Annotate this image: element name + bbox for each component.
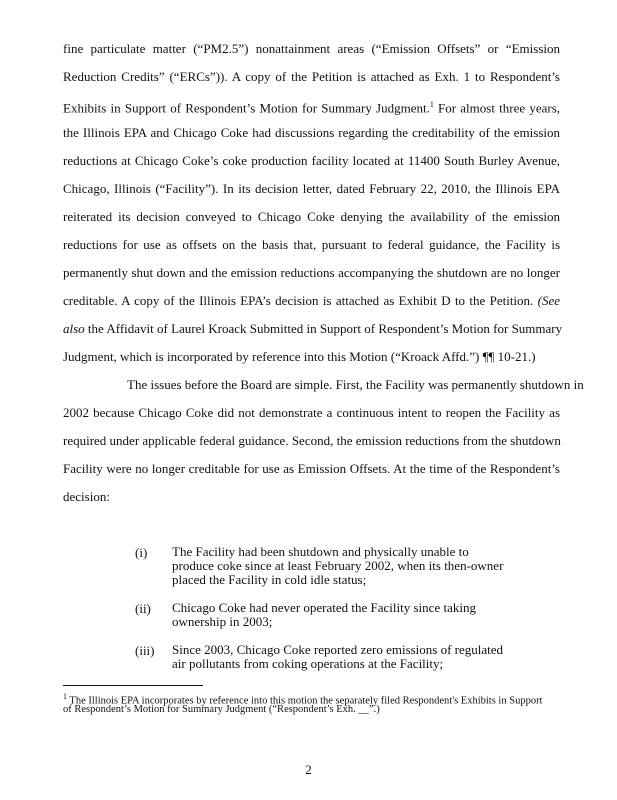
body-line: reductions for use as offsets on the basis that, pursuant to federal guidance, the Facility is xyxy=(63,237,560,252)
body-line: reiterated its decision conveyed to Chicago Coke denying the availability of the emission xyxy=(63,209,560,224)
list-item-number: (ii) xyxy=(135,601,151,616)
list-item-number: (iii) xyxy=(135,643,155,658)
list-item-number: (i) xyxy=(135,545,148,560)
body-line: Judgment, which is incorporated by reference into this Motion (“Kroack Affd.”) ¶¶ 10-21.) xyxy=(63,349,536,364)
body-line: permanently shut down and the emission reductions accompanying the shutdown are no longer xyxy=(63,265,560,280)
footnote-line: of Respondent’s Motion for Summary Judgment (“Respondent’s Exh. __”.) xyxy=(63,704,380,715)
body-line: The issues before the Board are simple. First, the Facility was permanently shutdown in xyxy=(127,377,584,392)
body-line: 2002 because Chicago Coke did not demonstrate a continuous intent to reopen the Facility as xyxy=(63,405,560,420)
footnote-line: $^1$ The Illinois EPA incorporates by reference into this motion the separately filed Respondent's Exhibits in Support xyxy=(63,692,543,707)
body-line: also the Affidavit of Laurel Kroack Submitted in Support of Respondent’s Motion for Summary xyxy=(63,321,563,336)
body-line: creditable. A copy of the Illinois EPA’s decision is attached as Exhibit D to the Petition. (See xyxy=(63,293,560,308)
footnote-ref: 1 xyxy=(429,100,434,109)
list-item: Since 2003, Chicago Coke reported zero emissions of regulated air pollutants from coking operations at the Facility; xyxy=(172,642,504,671)
body-line: Reduction Credits” (“ERCs”)). A copy of the Petition is attached as Exh. 1 to Respondent’s xyxy=(63,69,560,84)
body-line: decision: xyxy=(63,489,110,504)
body-line: Facility were no longer creditable for use as Emission Offsets. At the time of the Respondent’s xyxy=(63,461,560,476)
body-line: reductions at Chicago Coke’s coke production facility located at 11400 South Burley Avenue, xyxy=(63,153,560,168)
body-line: fine particulate matter (“PM2.5”) nonattainment areas (“Emission Offsets” or “Emission xyxy=(63,41,560,56)
page-number: 2 xyxy=(305,762,312,777)
body-line: Chicago, Illinois (“Facility”). In its decision letter, dated February 22, 2010, the Illinois EPA xyxy=(63,181,560,196)
body-line: Exhibits in Support of Respondent’s Motion for Summary Judgment.$^1$ For almost three years, xyxy=(63,100,560,116)
body-line: the Illinois EPA and Chicago Coke had discussions regarding the creditability of the emission xyxy=(63,125,560,140)
body-line: required under applicable federal guidance. Second, the emission reductions from the shutdown xyxy=(63,433,561,448)
footnote-divider xyxy=(63,685,203,686)
list-item: Chicago Coke had never operated the Facility since taking ownership in 2003; xyxy=(172,600,476,629)
list-item: The Facility had been shutdown and physically unable to produce coke since at least February 2002, when its then-owner placed the Facility in cold idle status; xyxy=(172,544,504,587)
